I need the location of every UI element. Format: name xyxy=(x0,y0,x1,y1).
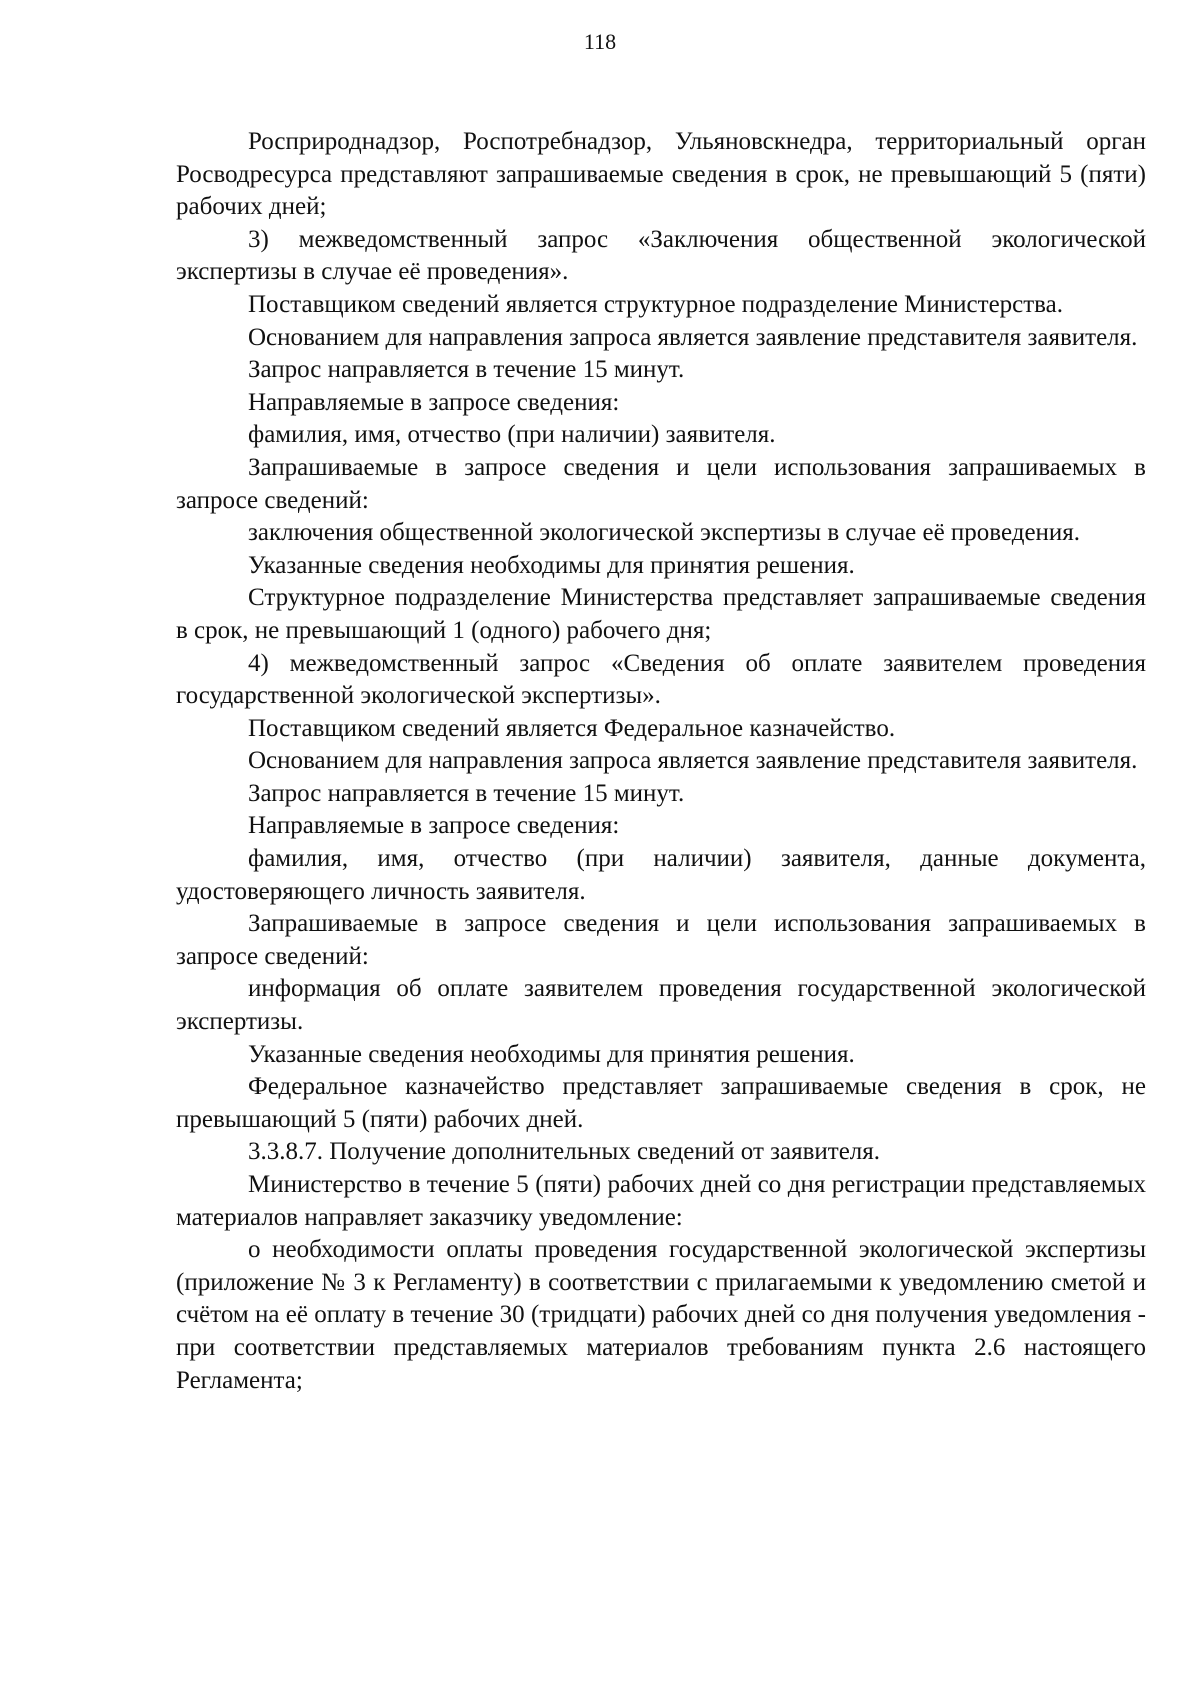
paragraph: о необходимости оплаты проведения государственной экологической экспертизы (приложение № 3 к Регламенту) в соответствии с прилагаемыми к уведомлению сметой и счётом на её оплату в течение 30 (тридцати) рабочих дней со дня получения уведомления - при соответствии представляемых материалов требованиям пункта 2.6 настоящего Регламента; xyxy=(176,1236,1146,1394)
paragraph: фамилия, имя, отчество (при наличии) заявителя, данные документа, удостоверяющего личность заявителя. xyxy=(176,845,1146,905)
paragraph: Федеральное казначейство представляет запрашиваемые сведения в срок, не превышающий 5 (пяти) рабочих дней. xyxy=(176,1073,1146,1133)
paragraph: Поставщиком сведений является Федеральное казначейство. xyxy=(248,714,896,742)
paragraph: Указанные сведения необходимы для принятия решения. xyxy=(248,1040,855,1068)
paragraph: Росприроднадзор, Роспотребнадзор, Ульяновскнедра, территориальный орган Росводресурса представляют запрашиваемые сведения в срок, не превышающий 5 (пяти) рабочих дней; xyxy=(176,128,1146,221)
paragraph: Основанием для направления запроса является заявление представителя заявителя. xyxy=(248,747,1138,775)
paragraph: 3.3.8.7. Получение дополнительных сведений от заявителя. xyxy=(248,1138,881,1166)
paragraph: Направляемые в запросе сведения: xyxy=(248,388,620,416)
paragraph: фамилия, имя, отчество (при наличии) заявителя. xyxy=(248,421,776,449)
paragraph: Основанием для направления запроса является заявление представителя заявителя. xyxy=(248,323,1138,351)
paragraph: Структурное подразделение Министерства представляет запрашиваемые сведения в срок, не превышающий 1 (одного) рабочего дня; xyxy=(176,584,1146,644)
paragraph: Запрос направляется в течение 15 минут. xyxy=(248,779,685,807)
paragraph: Запрашиваемые в запросе сведения и цели использования запрашиваемых в запросе сведений: xyxy=(176,910,1146,970)
document-body xyxy=(176,126,1146,1397)
paragraph: Министерство в течение 5 (пяти) рабочих дней со дня регистрации представляемых материалов направляет заказчику уведомление: xyxy=(176,1171,1146,1231)
paragraph: Указанные сведения необходимы для принятия решения. xyxy=(248,551,855,579)
paragraph: Запрос направляется в течение 15 минут. xyxy=(248,356,685,384)
page-number: 118 xyxy=(583,29,617,54)
paragraph: Запрашиваемые в запросе сведения и цели использования запрашиваемых в запросе сведений: xyxy=(176,453,1146,514)
paragraph: Направляемые в запросе сведения: xyxy=(248,812,620,840)
paragraph: информация об оплате заявителем проведения государственной экологической экспертизы. xyxy=(176,975,1146,1036)
paragraph: Поставщиком сведений является структурное подразделение Министерства. xyxy=(248,290,1064,318)
paragraph: 3) межведомственный запрос «Заключения общественной экологической экспертизы в случае её проведения». xyxy=(176,225,1146,286)
paragraph: 4) межведомственный запрос «Сведения об оплате заявителем проведения государственной экологической экспертизы». xyxy=(176,649,1146,710)
paragraph: заключения общественной экологической экспертизы в случае её проведения. xyxy=(248,519,1081,547)
